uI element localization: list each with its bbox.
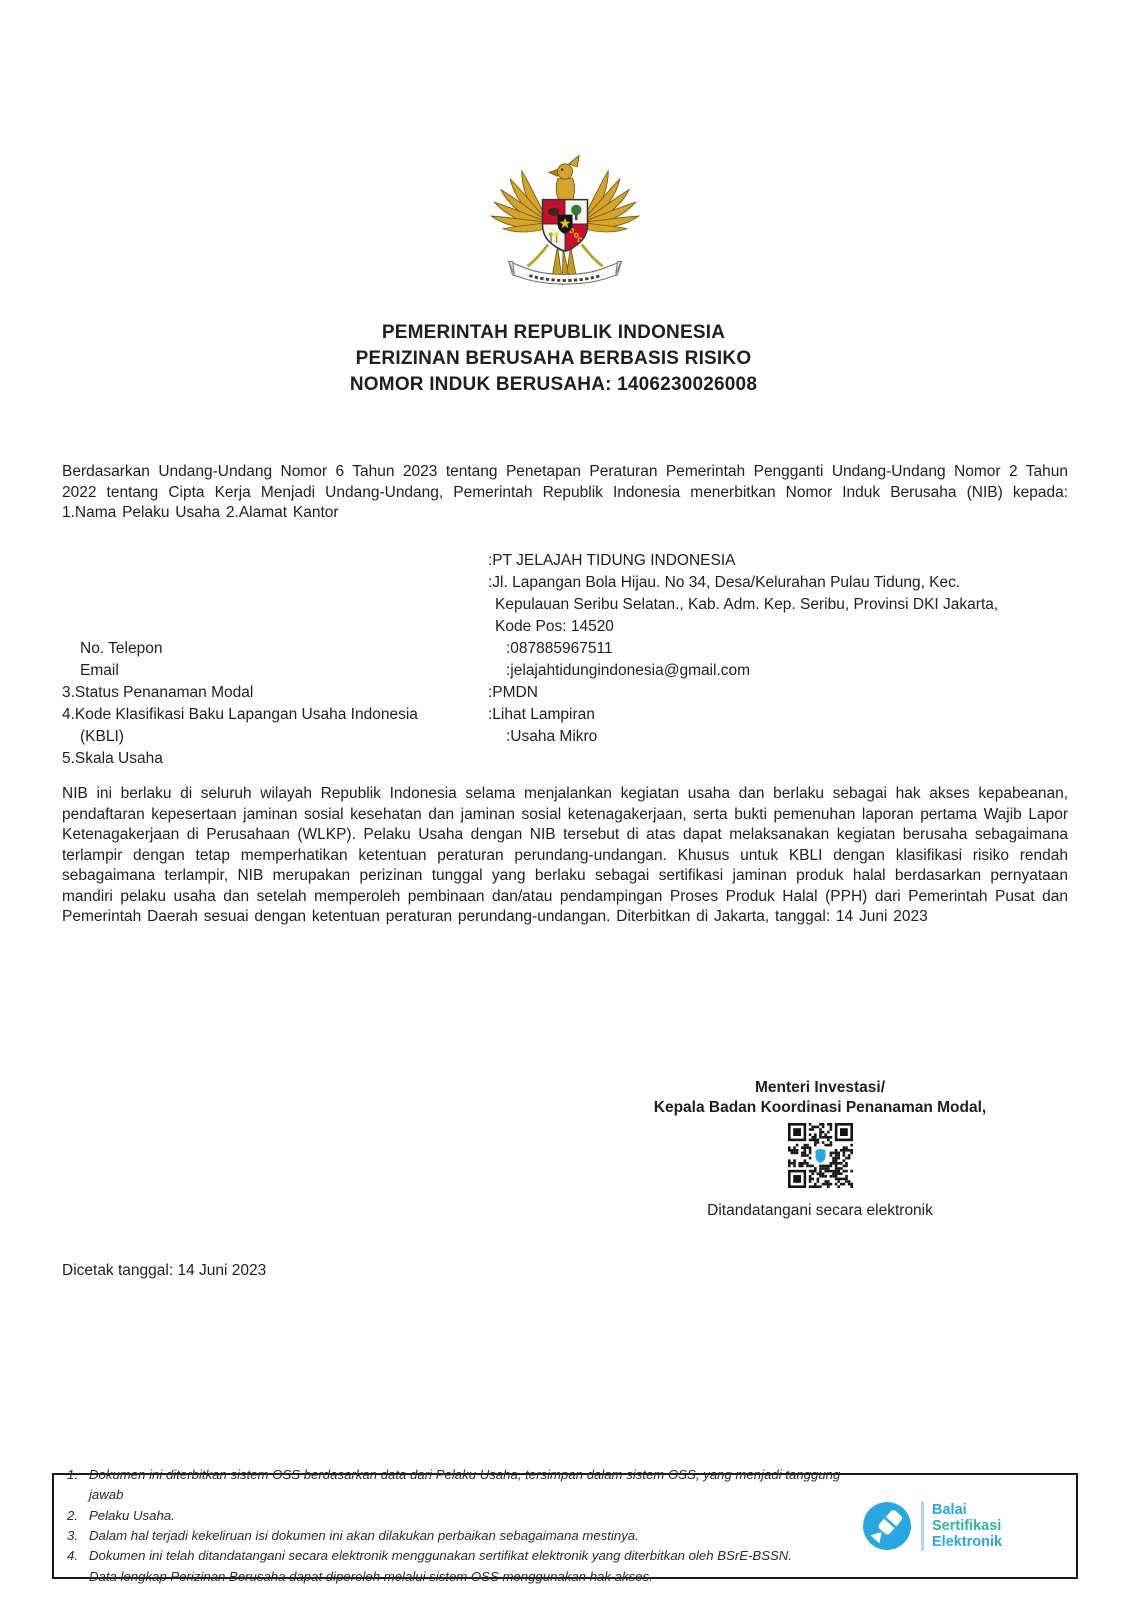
pancasila-shield [543,200,588,253]
detail-label [62,594,488,616]
qr-code [788,1123,853,1188]
detail-row-phone [62,638,1068,660]
footer-note-3 [67,1526,861,1546]
document-title [0,320,1107,398]
garuda-pancasila-emblem [490,138,640,295]
footer-note-5 [67,1567,861,1587]
detail-label: 3.Status Penanaman Modal [62,684,254,701]
details-table [62,550,1068,770]
bsre-logo-divider [921,1501,924,1551]
bsre-logo-word-elektronik: Elektronik [932,1534,1003,1550]
head [549,156,579,204]
bsre-logo-word-balai: Balai [932,1502,967,1518]
detail-value: :Jl. Lapangan Bola Hijau. No 34, Desa/Kelurahan Pulau Tidung, Kec. [488,574,961,591]
detail-label [62,572,488,594]
title-line-government: PEMERINTAH REPUBLIK INDONESIA [381,322,726,343]
footer-note-text: Pelaku Usaha. [89,1507,175,1523]
detail-row-kbli-2 [62,726,1068,748]
electronic-signature-note: Ditandatangani secara elektronik [707,1202,933,1219]
bsre-logo [861,1500,1076,1552]
main-paragraph: NIB ini berlaku di seluruh wilayah Republik Indonesia selama menjalankan kegiatan usaha dan berlaku sebagai hak akses kepabeanan, pendaftaran kepesertaan jaminan sosial kesehatan dan jaminan sosial ketenagakerjaan, serta bukti pemenuhan laporan pertama Wajib Lapor Ketenagakerjaan di Perusahaan (WLKP). Pelaku Usaha dengan NIB tersebut di atas dapat melaksanakan kegiatan berusaha sebagaimana terlampir dengan tetap memperhatikan ketentuan peraturan perundang-undangan. Khusus untuk KBLI dengan klasifikasi risiko rendah sebagaimana terlampir, NIB merupakan perizinan tunggal yang berlaku sebagai sertifikasi jaminan produk halal berdasarkan pernyataan mandiri pelaku usaha dan setelah memperoleh pembinaan dan/atau pendampingan Proses Produk Halal (PPH) dari Pemerintah Pusat dan Pemerintah Daerah sesuai dengan ketentuan peraturan perundang-undangan. Diterbitkan di Jakarta, tanggal: 14 Juni 2023 [62,785,1068,925]
detail-row-company-name [62,550,1068,572]
footer-notes-list [54,1463,861,1589]
footer-note-number [67,1567,89,1587]
detail-value: :087885967511 [506,640,613,657]
detail-row-kbli [62,704,1068,726]
footer-note-2 [67,1506,861,1526]
signatory-title-line1: Menteri Investasi/ [754,1079,886,1096]
detail-label: Email [80,662,119,679]
detail-row-investment-status [62,682,1068,704]
detail-value: Kepulauan Seribu Selatan., Kab. Adm. Kep. Seribu, Provinsi DKI Jakarta, [495,596,999,613]
footer-note-text: Dalam hal terjadi kekeliruan isi dokumen ini akan dilakukan perbaikan sebagaimana mestinya. [89,1528,639,1543]
detail-row-address-3 [62,616,1068,638]
detail-value: Kode Pos: 14520 [495,618,614,635]
signature-block [570,1078,1070,1220]
detail-value: :PT JELAJAH TIDUNG INDONESIA [488,552,736,569]
footer-note-number: 4. [67,1548,78,1564]
footer-note-text: Dokumen ini telah ditandatangani secara elektronik menggunakan sertifikat elektronik yang diterbitkan oleh BSrE-BSSN. [89,1548,792,1564]
footer-note-number: 1. [67,1466,78,1482]
footer-note-text: Data lengkap Perizinan Berusaha dapat diperoleh melalui sistem OSS menggunakan hak akses. [89,1568,653,1584]
detail-value: :jelajahtidungindonesia@gmail.com [506,662,751,679]
detail-label: (KBLI) [80,728,124,745]
detail-label: 5.Skala Usaha [62,750,163,767]
title-line-nib-number: NOMOR INDUK BERUSAHA: 1406230026008 [349,374,758,395]
footer-note-number: 2. [67,1507,78,1523]
bsre-logo-icon [861,1500,913,1552]
detail-value: :Lihat Lampiran [488,706,595,723]
detail-row-business-scale [62,748,1068,770]
detail-row-email [62,660,1068,682]
detail-row-address-1 [62,572,1068,594]
bsre-logo-text [932,1502,1002,1550]
detail-label: No. Telepon [80,640,163,657]
printed-date: Dicetak tanggal: 14 Juni 2023 [62,1262,267,1279]
detail-label [62,616,488,638]
footer-disclaimer-box [52,1466,1078,1584]
signatory-title-line2: Kepala Badan Koordinasi Penanaman Modal, [653,1099,987,1116]
footer-note-number: 3. [67,1528,78,1543]
detail-label [62,550,488,572]
footer-note-4 [67,1546,861,1566]
detail-label: 4.Kode Klasifikasi Baku Lapangan Usaha Indonesia [62,706,418,723]
footer-note-1 [67,1465,861,1506]
intro-paragraph: Berdasarkan Undang-Undang Nomor 6 Tahun 2023 tentang Penetapan Peraturan Pemerintah Pengganti Undang-Undang Nomor 2 Tahun 2022 tentang Cipta Kerja Menjadi Undang-Undang, Pemerintah Republik Indonesia menerbitkan Nomor Induk Berusaha (NIB) kepada: 1.Nama Pelaku Usaha 2.Alamat Kantor [62,463,1068,521]
detail-row-address-2 [62,594,1068,616]
bsre-logo-word-sertifikasi: Sertifikasi [932,1518,1002,1534]
detail-value: :Usaha Mikro [506,728,598,745]
title-line-license-type: PERIZINAN BERUSAHA BERBASIS RISIKO [355,348,752,369]
footer-note-text: Dokumen ini diterbitkan sistem OSS berdasarkan data dari Pelaku Usaha, tersimpan dalam sistem OSS, yang menjadi tanggung jawab [89,1466,841,1503]
detail-value: :PMDN [488,684,538,701]
